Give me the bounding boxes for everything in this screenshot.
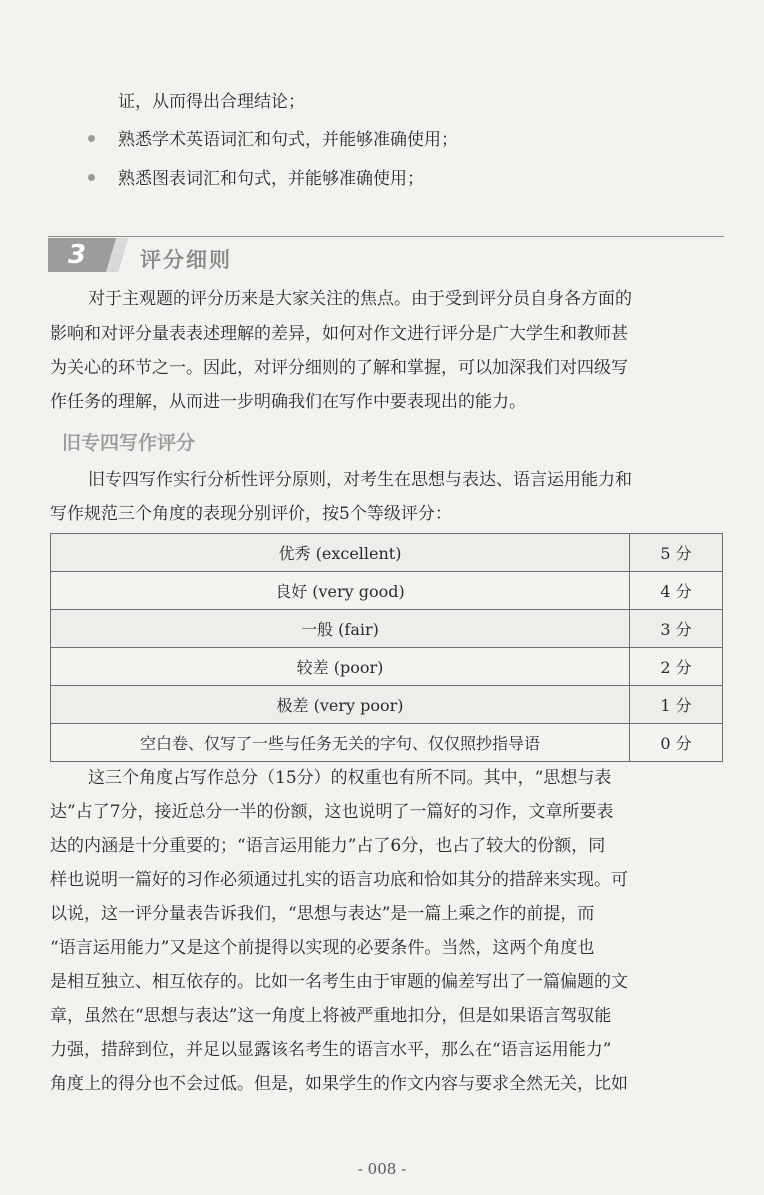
paragraph-line: 写作规范三个角度的表现分别评价，按5个等级评分： — [50, 504, 452, 524]
section-number-badge-icon — [48, 238, 128, 272]
page-number: - 008 - — [357, 1160, 407, 1178]
grade-label: 极差 (very poor) — [51, 686, 630, 724]
subheading: 旧专四写作评分 — [62, 432, 196, 454]
paragraph-line: 以说，这一评分量表告诉我们，“思想与表达”是一篇上乘之作的前提，而 — [50, 904, 595, 924]
paragraph-line: 作任务的理解，从而进一步明确我们在写作中要表现出的能力。 — [50, 392, 526, 412]
grade-label: 优秀 (excellent) — [51, 534, 630, 572]
section-number: 3 — [68, 240, 87, 270]
grading-table — [50, 533, 723, 762]
grade-label: 良好 (very good) — [51, 572, 630, 610]
grade-score: 4 分 — [630, 572, 723, 610]
paragraph-line: 旧专四写作实行分析性评分原则，对考生在思想与表达、语言运用能力和 — [88, 470, 632, 490]
grade-score: 2 分 — [630, 648, 723, 686]
section-header — [48, 236, 724, 276]
paragraph-line: 是相互独立、相互依存的。比如一名考生由于审题的偏差写出了一篇偏题的文 — [50, 972, 628, 992]
bullet-item: 熟悉图表词汇和句式，并能够准确使用； — [118, 169, 424, 189]
section-title: 评分细则 — [140, 248, 232, 272]
grade-label: 较差 (poor) — [51, 648, 630, 686]
grade-score: 0 分 — [630, 724, 723, 762]
paragraph-line: 达”占了7分，接近总分一半的份额，这也说明了一篇好的习作，文章所要表 — [50, 802, 614, 822]
bullet-dot-icon — [88, 174, 95, 181]
paragraph-line: 对于主观题的评分历来是大家关注的焦点。由于受到评分员自身各方面的 — [88, 289, 632, 309]
table-row — [51, 724, 723, 762]
paragraph-line: 力强，措辞到位，并足以显露该名考生的语言水平，那么在“语言运用能力” — [50, 1040, 612, 1060]
bullet-dot-icon — [88, 135, 95, 142]
table-row — [51, 686, 723, 724]
table-row — [51, 572, 723, 610]
paragraph-line: 角度上的得分也不会过低。但是，如果学生的作文内容与要求全然无关，比如 — [50, 1074, 628, 1094]
bullet-item: 熟悉学术英语词汇和句式，并能够准确使用； — [118, 130, 458, 150]
grade-score: 5 分 — [630, 534, 723, 572]
paragraph-line: 这三个角度占写作总分（15分）的权重也有所不同。其中，“思想与表 — [88, 768, 612, 788]
grade-label: 空白卷、仅写了一些与任务无关的字句、仅仅照抄指导语 — [51, 724, 630, 762]
paragraph-line: 样也说明一篇好的习作必须通过扎实的语言功底和恰如其分的措辞来实现。可 — [50, 870, 628, 890]
paragraph-line: 章，虽然在“思想与表达”这一角度上将被严重地扣分，但是如果语言驾驭能 — [50, 1006, 612, 1026]
grade-label: 一般 (fair) — [51, 610, 630, 648]
section-rule — [48, 236, 724, 237]
table-row — [51, 648, 723, 686]
table-row — [51, 610, 723, 648]
table-row — [51, 534, 723, 572]
grade-score: 3 分 — [630, 610, 723, 648]
paragraph-line: 影响和对评分量表表述理解的差异，如何对作文进行评分是广大学生和教师甚 — [50, 324, 628, 344]
grade-score: 1 分 — [630, 686, 723, 724]
paragraph-line: 为关心的环节之一。因此，对评分细则的了解和掌握，可以加深我们对四级写 — [50, 358, 628, 378]
paragraph-line: “语言运用能力”又是这个前提得以实现的必要条件。当然，这两个角度也 — [50, 938, 595, 958]
paragraph-line: 达的内涵是十分重要的；“语言运用能力”占了6分，也占了较大的份额，同 — [50, 836, 606, 856]
bullet-continuation: 证，从而得出合理结论； — [118, 92, 305, 112]
